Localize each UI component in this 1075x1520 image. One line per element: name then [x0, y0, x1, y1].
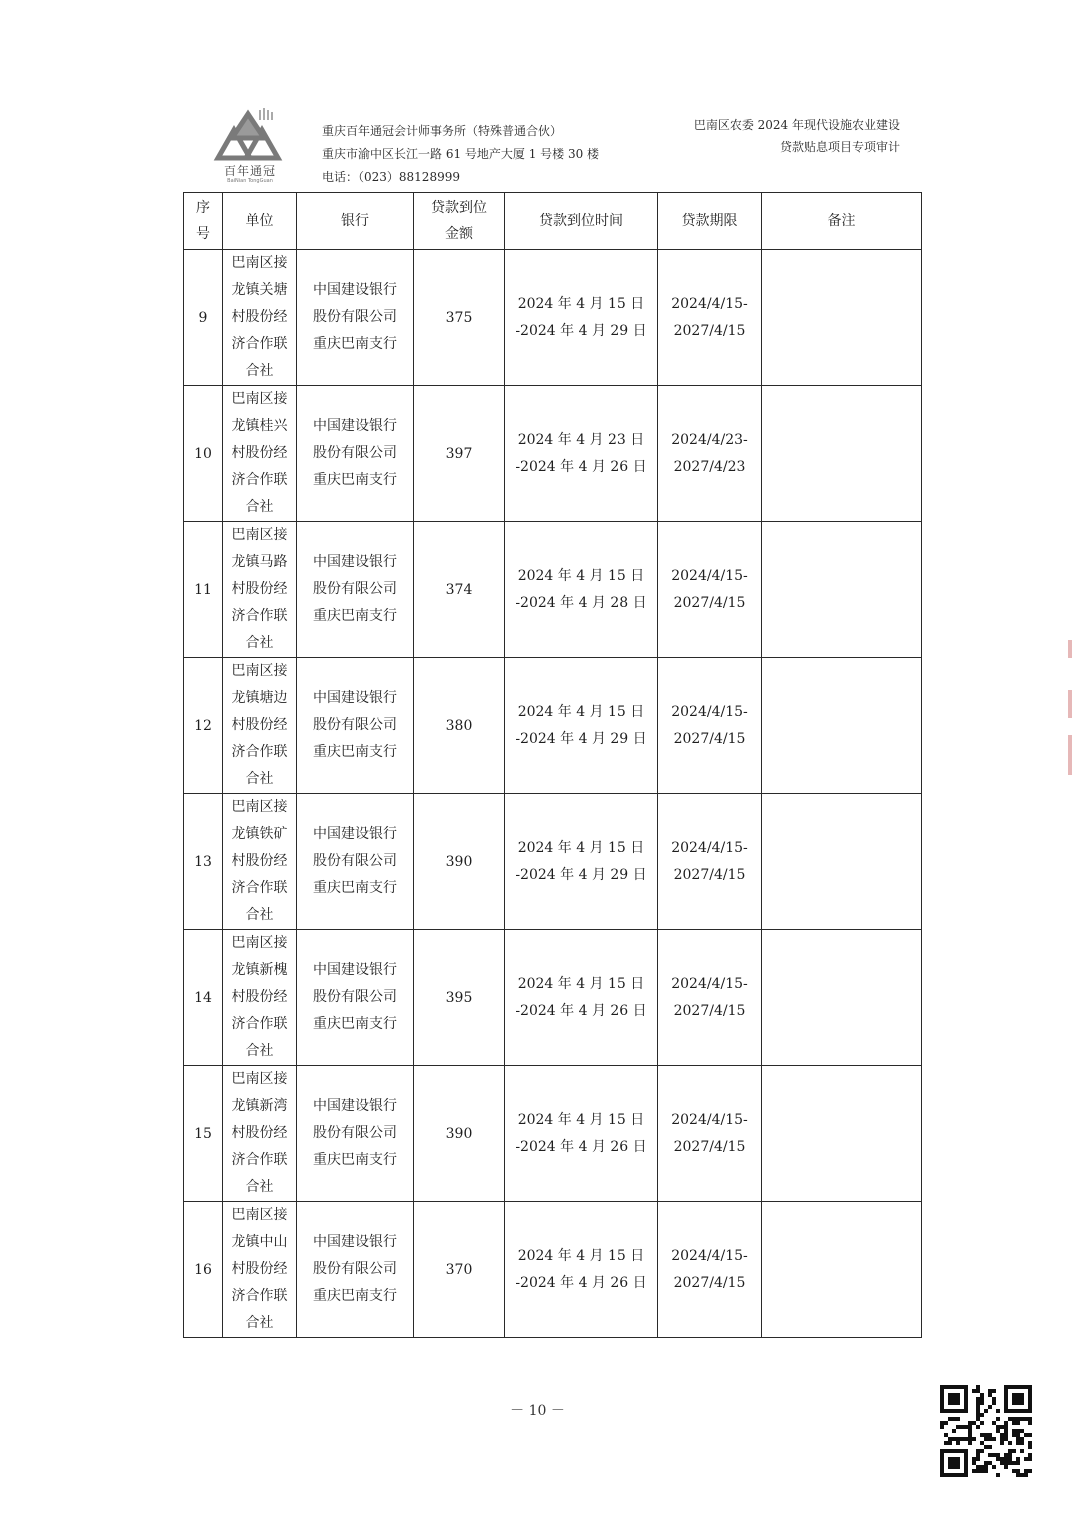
cell-amount: 375: [414, 250, 505, 386]
cell-unit-line: 济合作联: [231, 608, 288, 624]
cell-unit: [223, 522, 297, 658]
cell-bank: [297, 794, 414, 930]
cell-time: [505, 250, 658, 386]
cell-term-line: 2024/4/15-: [671, 1247, 748, 1264]
cell-term-line: 2027/4/15: [673, 866, 746, 883]
cell-bank-line: 重庆巴南支行: [313, 1016, 397, 1032]
table-row: [184, 250, 922, 386]
cell-term-line: 2027/4/15: [673, 322, 746, 339]
table-row: [184, 658, 922, 794]
cell-amount: 395: [414, 930, 505, 1066]
cell-time-line: 2024 年 4 月 15 日: [517, 703, 645, 720]
cell-time: [505, 522, 658, 658]
cell-time-line: -2024 年 4 月 26 日: [515, 1002, 647, 1019]
cell-unit: [223, 794, 297, 930]
table-row: [184, 1066, 922, 1202]
cell-seq: 10: [184, 386, 223, 522]
cell-bank: [297, 1066, 414, 1202]
cell-term: [658, 250, 762, 386]
cell-term: [658, 522, 762, 658]
logo-subtitle: BaiNian TongGuan: [227, 178, 273, 184]
cell-unit-line: 济合作联: [231, 1016, 288, 1032]
cell-term-line: 2027/4/23: [673, 458, 746, 475]
cell-unit-line: 济合作联: [231, 1288, 288, 1304]
cell-bank: [297, 386, 414, 522]
cell-unit-line: 巴南区接: [231, 391, 288, 407]
cell-bank-line: 中国建设银行: [313, 554, 397, 570]
cell-term: [658, 930, 762, 1066]
cell-unit: [223, 1202, 297, 1338]
cell-unit-line: 龙镇塘边: [231, 690, 288, 706]
cell-term-line: 2027/4/15: [673, 594, 746, 611]
cell-bank: [297, 658, 414, 794]
report-title-line2: 贷款贴息项目专项审计: [779, 140, 900, 154]
cell-note: [762, 386, 922, 522]
cell-unit-line: 巴南区接: [231, 255, 288, 271]
cell-unit-line: 龙镇桂兴: [231, 418, 288, 434]
cell-unit: [223, 930, 297, 1066]
cell-time-line: 2024 年 4 月 15 日: [517, 975, 645, 992]
cell-time: [505, 386, 658, 522]
cell-unit: [223, 386, 297, 522]
cell-time-line: -2024 年 4 月 29 日: [515, 866, 647, 883]
cell-bank-line: 股份有限公司: [313, 989, 397, 1005]
cell-bank: [297, 1202, 414, 1338]
cell-time-line: -2024 年 4 月 26 日: [515, 1274, 647, 1291]
cell-bank-line: 重庆巴南支行: [313, 336, 397, 352]
cell-note: [762, 794, 922, 930]
cell-bank-line: 中国建设银行: [313, 962, 397, 978]
cell-unit-line: 村股份经: [231, 717, 288, 733]
cell-bank: [297, 250, 414, 386]
cell-bank-line: 股份有限公司: [313, 445, 397, 461]
cell-term-line: 2024/4/15-: [671, 567, 748, 584]
cell-term-line: 2024/4/15-: [671, 975, 748, 992]
cell-term: [658, 794, 762, 930]
cell-unit-line: 济合作联: [231, 1152, 288, 1168]
cell-unit-line: 巴南区接: [231, 799, 288, 815]
cell-time-line: 2024 年 4 月 15 日: [517, 295, 645, 312]
header-time: 贷款到位时间: [505, 193, 658, 250]
cell-unit-line: 村股份经: [231, 1125, 288, 1141]
qr-code-icon: [940, 1385, 1032, 1477]
cell-unit-line: 巴南区接: [231, 1207, 288, 1223]
cell-time: [505, 658, 658, 794]
cell-unit-line: 村股份经: [231, 581, 288, 597]
cell-term-line: 2027/4/15: [673, 1274, 746, 1291]
cell-seq: 11: [184, 522, 223, 658]
header-seq: 序号: [184, 193, 223, 250]
firm-address: 重庆市渝中区长江一路 61 号地产大厦 1 号楼 30 楼: [322, 147, 600, 161]
cell-unit-line: 合社: [245, 363, 274, 379]
cell-unit-line: 济合作联: [231, 336, 288, 352]
cell-bank-line: 重庆巴南支行: [313, 1288, 397, 1304]
cell-time-line: 2024 年 4 月 15 日: [517, 839, 645, 856]
cell-unit-line: 村股份经: [231, 445, 288, 461]
firm-name: 重庆百年通冠会计师事务所（特殊普通合伙）: [322, 124, 563, 138]
cell-bank-line: 重庆巴南支行: [313, 472, 397, 488]
cell-bank-line: 股份有限公司: [313, 309, 397, 325]
header-amount-line1: 贷款到位: [431, 200, 487, 216]
table-row: [184, 386, 922, 522]
cell-time: [505, 794, 658, 930]
cell-time-line: -2024 年 4 月 26 日: [515, 458, 647, 475]
cell-unit: [223, 250, 297, 386]
cell-unit-line: 济合作联: [231, 880, 288, 896]
cell-unit-line: 合社: [245, 499, 274, 515]
cell-bank-line: 中国建设银行: [313, 826, 397, 842]
cell-note: [762, 1202, 922, 1338]
cell-bank-line: 股份有限公司: [313, 853, 397, 869]
cell-term-line: 2024/4/15-: [671, 839, 748, 856]
cell-term-line: 2024/4/15-: [671, 295, 748, 312]
cell-bank-line: 中国建设银行: [313, 1098, 397, 1114]
cell-unit-line: 村股份经: [231, 309, 288, 325]
cell-seq: 14: [184, 930, 223, 1066]
firm-logo-icon: [208, 108, 292, 184]
edge-mark: [1068, 640, 1072, 658]
cell-unit: [223, 658, 297, 794]
cell-term: [658, 386, 762, 522]
cell-amount: 390: [414, 1066, 505, 1202]
cell-time-line: 2024 年 4 月 15 日: [517, 1111, 645, 1128]
table-header-row: [184, 193, 922, 250]
cell-seq: 16: [184, 1202, 223, 1338]
cell-unit-line: 合社: [245, 635, 274, 651]
logo-mark: [208, 108, 292, 164]
cell-term-line: 2024/4/15-: [671, 703, 748, 720]
cell-seq: 9: [184, 250, 223, 386]
cell-amount: 374: [414, 522, 505, 658]
header-amount: [414, 193, 505, 250]
cell-time: [505, 1202, 658, 1338]
cell-unit-line: 合社: [245, 1315, 274, 1331]
cell-note: [762, 658, 922, 794]
cell-unit-line: 巴南区接: [231, 1071, 288, 1087]
cell-time-line: 2024 年 4 月 15 日: [517, 567, 645, 584]
cell-unit-line: 济合作联: [231, 472, 288, 488]
logo-name: 百年通冠: [223, 164, 276, 178]
cell-unit-line: 村股份经: [231, 1261, 288, 1277]
cell-unit-line: 龙镇中山: [231, 1234, 288, 1250]
edge-mark: [1068, 735, 1072, 775]
header-amount-line2: 金额: [445, 226, 473, 242]
cell-term-line: 2027/4/15: [673, 730, 746, 747]
cell-bank-line: 重庆巴南支行: [313, 880, 397, 896]
cell-bank-line: 重庆巴南支行: [313, 608, 397, 624]
cell-seq: 13: [184, 794, 223, 930]
cell-bank: [297, 930, 414, 1066]
cell-time: [505, 930, 658, 1066]
cell-time: [505, 1066, 658, 1202]
cell-unit-line: 巴南区接: [231, 527, 288, 543]
loan-table: [183, 192, 922, 1338]
cell-term-line: 2024/4/23-: [671, 431, 748, 448]
cell-seq: 15: [184, 1066, 223, 1202]
firm-info: [322, 120, 599, 189]
edge-mark: [1068, 690, 1072, 718]
cell-amount: 370: [414, 1202, 505, 1338]
cell-term: [658, 658, 762, 794]
cell-note: [762, 522, 922, 658]
cell-unit-line: 合社: [245, 1179, 274, 1195]
cell-term-line: 2027/4/15: [673, 1002, 746, 1019]
cell-note: [762, 930, 922, 1066]
cell-unit-line: 村股份经: [231, 853, 288, 869]
cell-term-line: 2027/4/15: [673, 1138, 746, 1155]
report-title: [694, 114, 900, 158]
cell-unit-line: 合社: [245, 1043, 274, 1059]
header-unit: 单位: [223, 193, 297, 250]
cell-note: [762, 250, 922, 386]
cell-time-line: -2024 年 4 月 29 日: [515, 730, 647, 747]
cell-time-line: -2024 年 4 月 28 日: [515, 594, 647, 611]
cell-bank-line: 重庆巴南支行: [313, 1152, 397, 1168]
cell-amount: 397: [414, 386, 505, 522]
cell-bank-line: 股份有限公司: [313, 717, 397, 733]
cell-bank-line: 重庆巴南支行: [313, 744, 397, 760]
cell-amount: 380: [414, 658, 505, 794]
cell-term: [658, 1202, 762, 1338]
cell-seq: 12: [184, 658, 223, 794]
cell-time-line: -2024 年 4 月 26 日: [515, 1138, 647, 1155]
table-row: [184, 1202, 922, 1338]
cell-bank-line: 股份有限公司: [313, 1261, 397, 1277]
cell-term-line: 2024/4/15-: [671, 1111, 748, 1128]
cell-unit-line: 村股份经: [231, 989, 288, 1005]
cell-bank: [297, 522, 414, 658]
firm-phone: 电话：（023）88128999: [322, 170, 460, 184]
header-term: 贷款期限: [658, 193, 762, 250]
cell-unit-line: 龙镇关塘: [231, 282, 288, 298]
cell-time-line: 2024 年 4 月 15 日: [517, 1247, 645, 1264]
cell-term: [658, 1066, 762, 1202]
cell-unit-line: 巴南区接: [231, 935, 288, 951]
cell-amount: 390: [414, 794, 505, 930]
report-title-line1: 巴南区农委 2024 年现代设施农业建设: [693, 118, 900, 132]
cell-time-line: 2024 年 4 月 23 日: [517, 431, 645, 448]
cell-unit: [223, 1066, 297, 1202]
cell-bank-line: 股份有限公司: [313, 1125, 397, 1141]
cell-note: [762, 1066, 922, 1202]
cell-unit-line: 龙镇铁矿: [231, 826, 288, 842]
cell-bank-line: 股份有限公司: [313, 581, 397, 597]
cell-bank-line: 中国建设银行: [313, 282, 397, 298]
table-row: [184, 794, 922, 930]
cell-unit-line: 合社: [245, 907, 274, 923]
table-row: [184, 522, 922, 658]
cell-bank-line: 中国建设银行: [313, 1234, 397, 1250]
header-bank: 银行: [297, 193, 414, 250]
cell-time-line: -2024 年 4 月 29 日: [515, 322, 647, 339]
page-number: － 10 －: [510, 1403, 565, 1419]
cell-unit-line: 巴南区接: [231, 663, 288, 679]
cell-unit-line: 龙镇新槐: [231, 962, 288, 978]
cell-unit-line: 龙镇马路: [231, 554, 288, 570]
cell-unit-line: 济合作联: [231, 744, 288, 760]
cell-unit-line: 合社: [245, 771, 274, 787]
cell-unit-line: 龙镇新湾: [231, 1098, 288, 1114]
cell-bank-line: 中国建设银行: [313, 690, 397, 706]
table-row: [184, 930, 922, 1066]
cell-bank-line: 中国建设银行: [313, 418, 397, 434]
header-note: 备注: [762, 193, 922, 250]
